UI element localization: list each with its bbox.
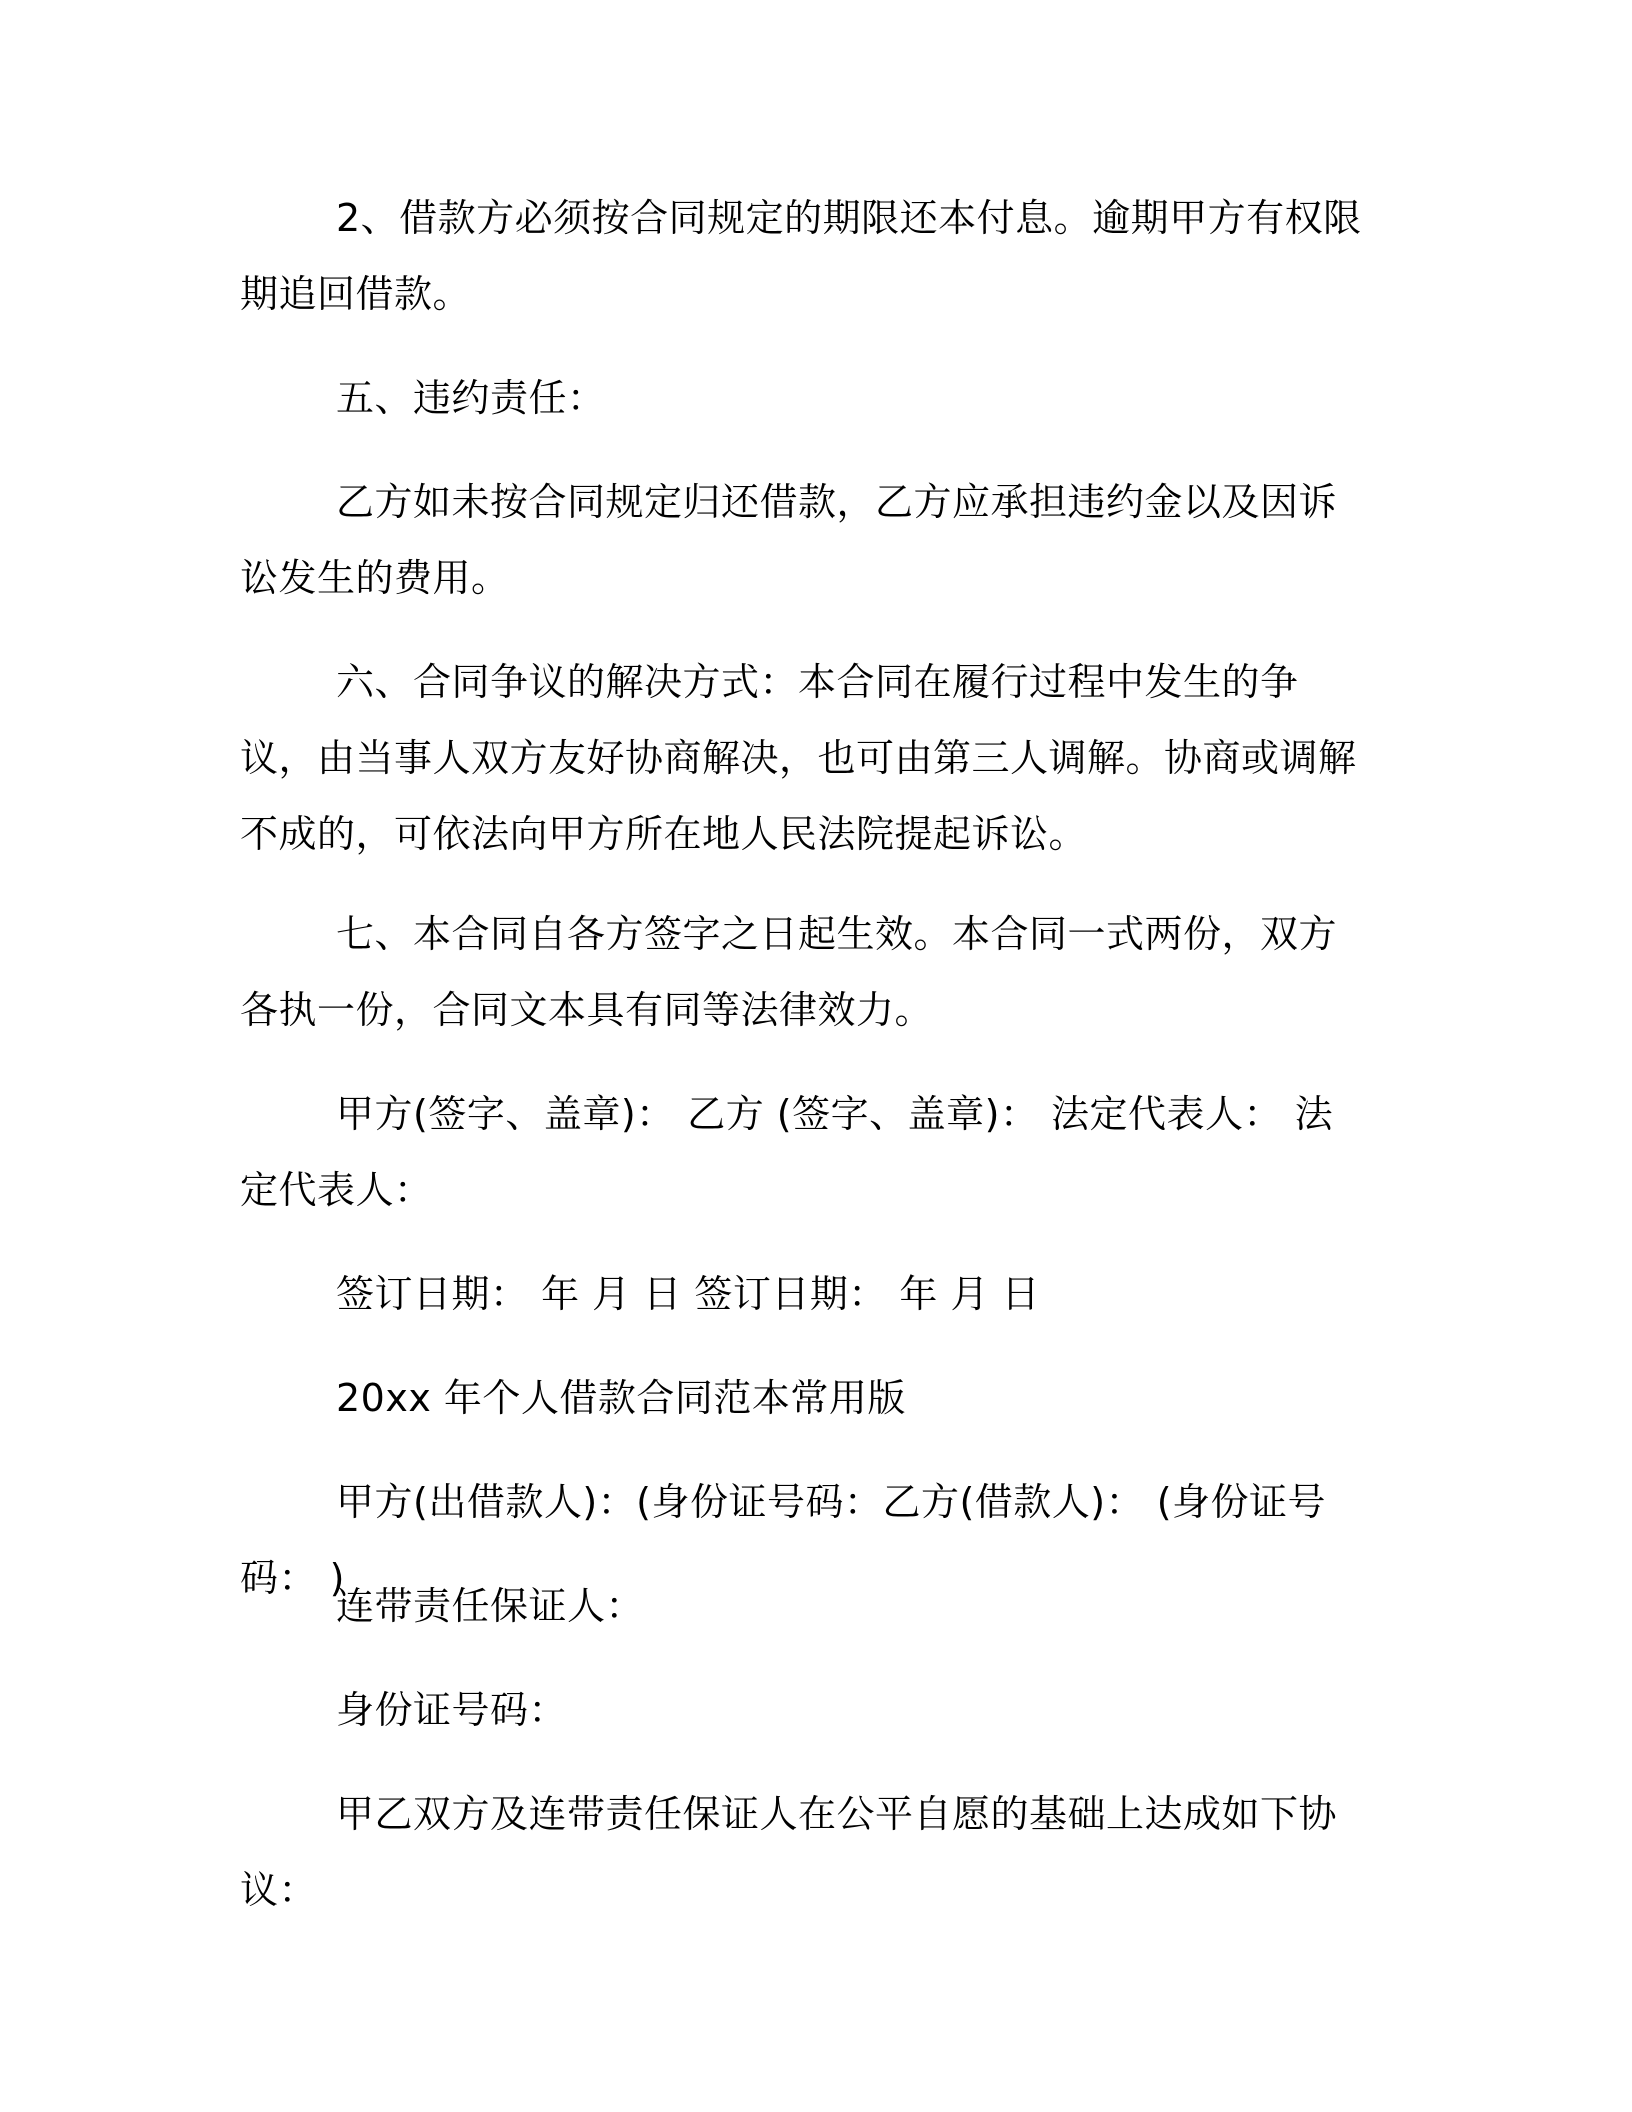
guarantor-line: 连带责任保证人： (336, 1584, 645, 1628)
clause-repayment-deadline: 2、借款方必须按合同规定的期限还本付息。逾期甲方有权限期追回借款。 (240, 196, 1362, 316)
clause-dispute-resolution: 六、合同争议的解决方式：本合同在履行过程中发生的争议，由当事人双方友好协商解决，也可由第三人调解。协商或调解不成的，可依法向甲方所在地人民法院提起诉讼。 (240, 660, 1357, 856)
clause-breach-liability: 乙方如未按合同规定归还借款，乙方应承担违约金以及因诉讼发生的费用。 (240, 480, 1338, 600)
contract-title: 20xx 年个人借款合同范本常用版 (336, 1376, 906, 1420)
signature-parties: 甲方(签字、盖章)： 乙方 (签字、盖章)： 法定代表人： 法定代表人： (240, 1092, 1334, 1212)
parties-line: 甲方(出借款人)：(身份证号码：乙方(借款人)： (身份证号码： ) (240, 1480, 1327, 1600)
signature-dates: 签订日期： 年 月 日 签订日期： 年 月 日 (336, 1272, 1041, 1316)
heading-breach-liability: 五、违约责任： (336, 376, 606, 420)
guarantor-id-line: 身份证号码： (336, 1688, 568, 1732)
clause-effectiveness: 七、本合同自各方签字之日起生效。本合同一式两份，双方各执一份，合同文本具有同等法律效力。 (240, 912, 1338, 1032)
agreement-intro: 甲乙双方及连带责任保证人在公平自愿的基础上达成如下协议： (240, 1792, 1338, 1912)
